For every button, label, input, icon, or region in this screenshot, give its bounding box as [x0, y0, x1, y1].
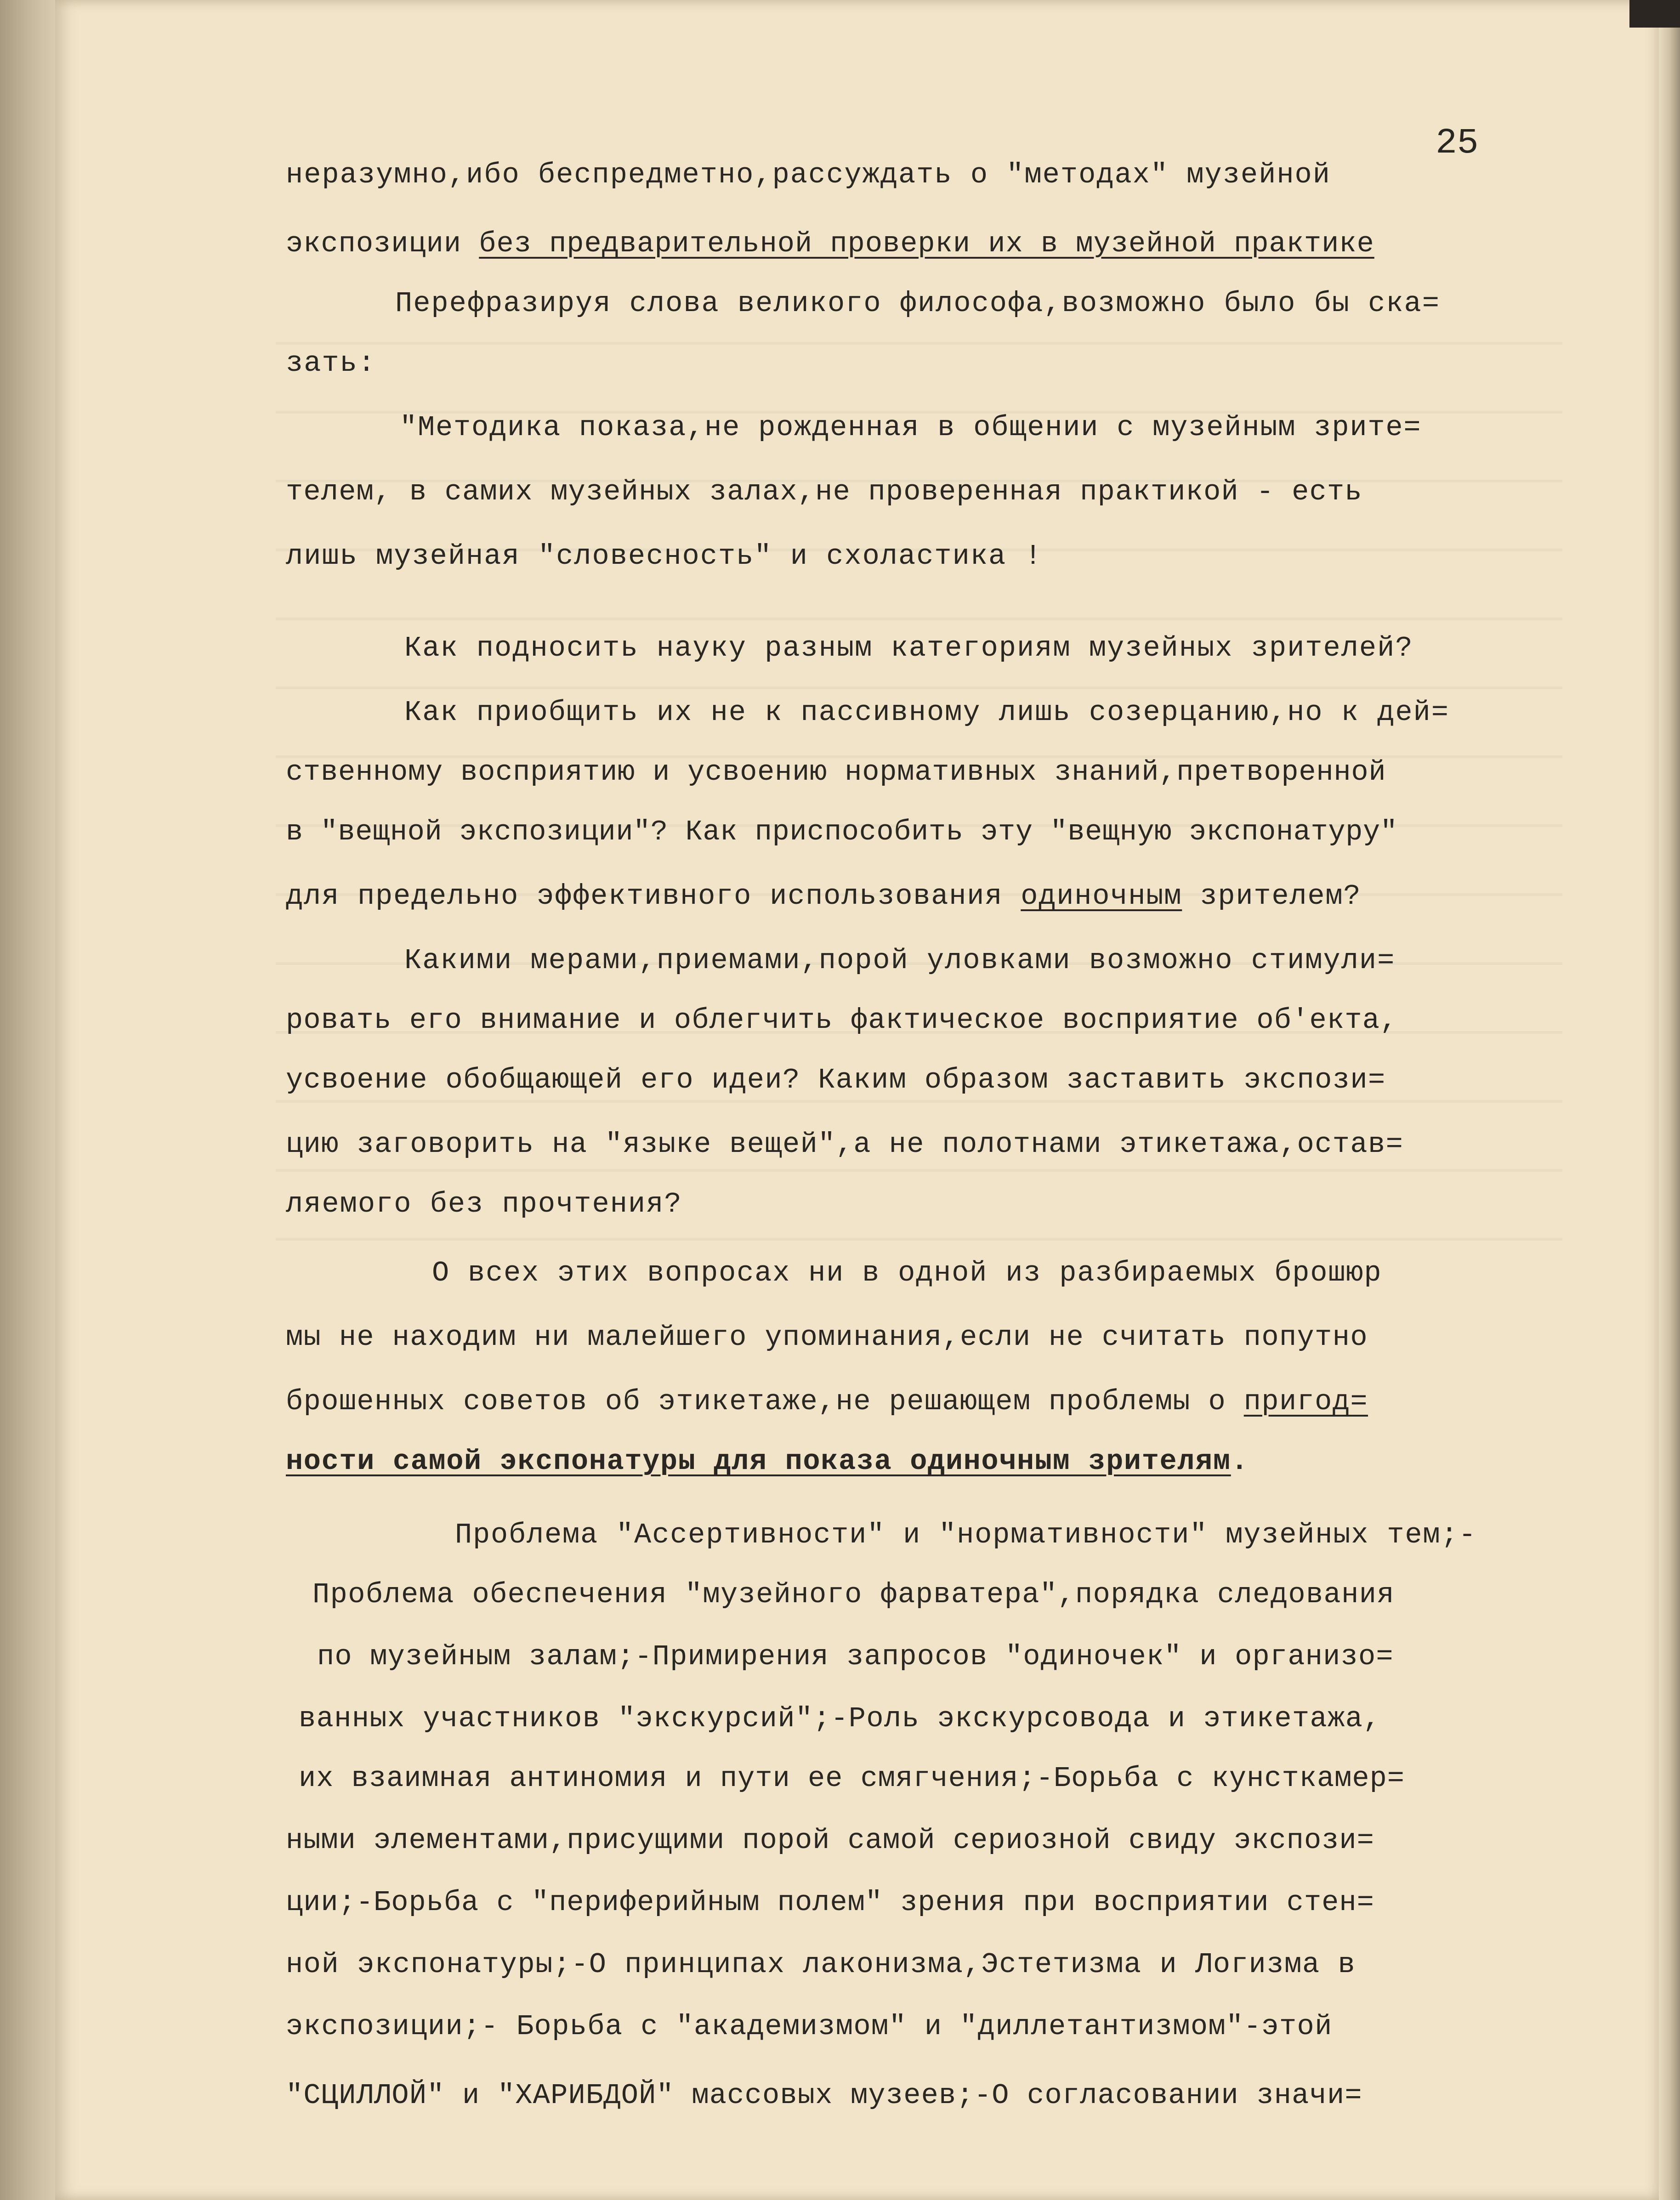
underlined-text: одиночным [1021, 880, 1182, 913]
underlined-text: пригод= [1243, 1385, 1368, 1418]
text-line [312, 1578, 1395, 1611]
line-text: зать: [286, 347, 376, 380]
text-line [299, 1702, 1381, 1735]
text-line [404, 698, 1449, 727]
page-right-edge [1659, 0, 1680, 2200]
line-text: ной экспонатуры;-О принципах лаконизма,Эстетизма и Логизма в [286, 1948, 1356, 1981]
text-line [400, 411, 1422, 444]
text-line [286, 542, 1043, 571]
line-text: лишь музейная "словесность" и схоластика ! [286, 540, 1043, 573]
text-line [286, 1066, 1386, 1094]
line-text: цию заговорить на "языке вещей",а не полотнами этикетажа,остав= [286, 1128, 1404, 1161]
text-line [432, 1259, 1382, 1287]
typed-page [55, 0, 1659, 2200]
page-number: 25 [1436, 123, 1479, 164]
line-text: ляемого без прочтения? [286, 1188, 682, 1220]
line-text: Проблема обеспечения "музейного фарватера",порядка следования [312, 1578, 1395, 1611]
line-text: по музейным залам;-Примирения запросов "одиночек" и организо= [317, 1640, 1394, 1673]
text-line [286, 1826, 1374, 1855]
line-text: мы не находим ни малейшего упоминания,если не считать попутно [286, 1321, 1368, 1354]
text-line [286, 1130, 1403, 1159]
line-text: экспозиции [286, 227, 479, 260]
line-text: в "вещной экспозиции"? Как приспособить эту "вещную экспонатуру" [286, 816, 1398, 848]
line-text: О всех этих вопросах ни в одной из разбираемых брошюр [432, 1257, 1382, 1289]
line-text: "СЦИЛЛОЙ" и "ХАРИБДОЙ" массовых музеев;-О согласовании значи= [286, 2079, 1362, 2112]
line-text: брошенных советов об этикетаже,не решающем проблемы о [286, 1385, 1244, 1418]
line-text: ровать его внимание и облегчить фактическое восприятие об'екта, [286, 1004, 1398, 1037]
page-left-edge [0, 0, 55, 2200]
line-text: "Методика показа,не рожденная в общении с музейным зрите= [400, 411, 1422, 444]
line-text: экспозиции;- Борьба с "академизмом" и "диллетантизмом"-этой [286, 2010, 1333, 2043]
dark-corner [1629, 0, 1680, 28]
line-text: Проблема "Ассертивности" и "нормативности" музейных тем;- [455, 1519, 1477, 1551]
line-text: Как подносить науку разным категориям музейных зрителей? [404, 632, 1413, 664]
line-text: Перефразируя слова великого философа,возможно было бы ска= [395, 287, 1440, 320]
text-line [404, 944, 1396, 977]
text-line [286, 478, 1362, 506]
text-line [286, 1447, 1249, 1476]
line-text-tail: зрителем? [1182, 880, 1362, 913]
text-line [299, 1764, 1405, 1793]
line-text: ными элементами,присущими порой самой сериозной свиду экспози= [286, 1824, 1374, 1857]
line-text: их взаимная антиномия и пути ее смягчения;-Борьба с кунсткамер= [299, 1762, 1405, 1795]
text-line [286, 349, 376, 378]
line-text: Как приобщить их не к пассивному лишь созерцанию,но к дей= [404, 696, 1449, 729]
underlined-text: без предварительной проверки их в музейной практике [479, 227, 1374, 260]
text-line [286, 1888, 1374, 1917]
text-line [286, 2081, 1362, 2110]
text-line [395, 289, 1440, 318]
text-line [286, 161, 1331, 189]
text-line [286, 1948, 1356, 1981]
text-line [286, 1385, 1368, 1418]
line-text: для предельно эффективного использования [286, 880, 1021, 913]
line-text: ванных участников "экскурсий";-Роль экскурсовода и этикетажа, [299, 1702, 1381, 1735]
text-line [286, 227, 1374, 260]
text-line [455, 1521, 1476, 1549]
text-line [286, 1006, 1398, 1035]
underlined-text: ности самой экспонатуры для показа одиночным зрителям [286, 1445, 1231, 1478]
line-text: ции;-Борьба с "периферийным полем" зрения при восприятии стен= [286, 1886, 1374, 1919]
line-text: Какими мерами,приемами,порой уловками возможно стимули= [404, 944, 1396, 977]
text-line [317, 1640, 1394, 1673]
text-line [286, 1190, 682, 1219]
line-text: ственному восприятию и усвоению нормативных знаний,претворенной [286, 756, 1386, 788]
text-line [286, 2010, 1333, 2043]
line-text-tail: . [1231, 1445, 1249, 1478]
text-line [286, 882, 1361, 911]
text-line [404, 634, 1413, 663]
text-line [286, 758, 1386, 787]
text-line [286, 1323, 1368, 1352]
line-text: неразумно,ибо беспредметно,рассуждать о "методах" музейной [286, 159, 1331, 191]
line-text: телем, в самих музейных залах,не проверенная прaктикой - есть [286, 476, 1362, 508]
line-text: усвоение обобщающей его идеи? Каким образом заставить экспози= [286, 1064, 1386, 1096]
text-line [286, 818, 1398, 846]
